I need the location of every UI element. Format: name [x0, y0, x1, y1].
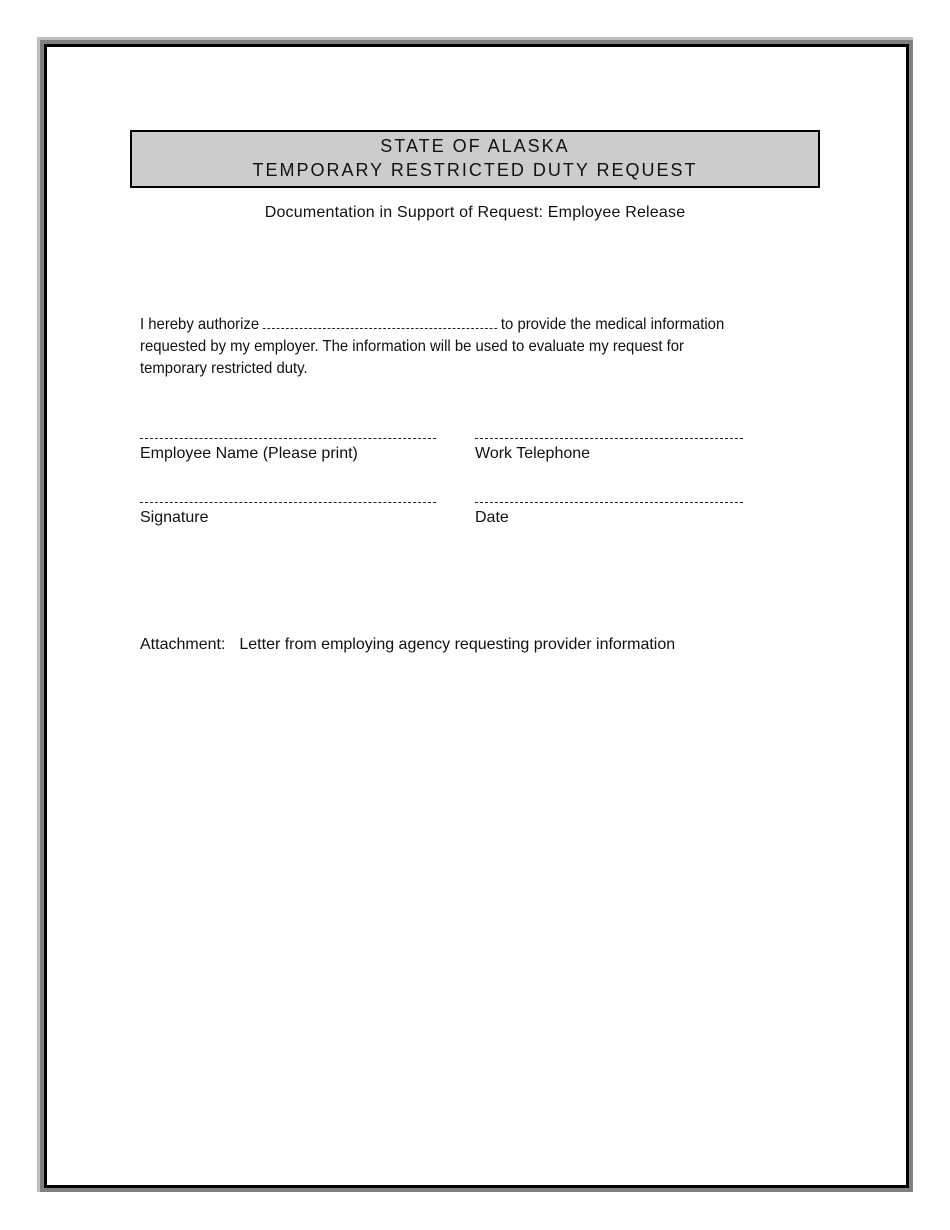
authorization-before: I hereby authorize — [140, 316, 260, 333]
authorization-paragraph — [140, 314, 754, 380]
date-field[interactable] — [475, 502, 743, 527]
signature-label: Signature — [140, 509, 209, 526]
subtitle: Documentation in Support of Request: Employee Release — [264, 204, 686, 221]
signature-line[interactable] — [140, 502, 436, 503]
authorization-after: to provide the medical information requested by my employer. The information will be used to evaluate my request for temporary restricted duty. — [140, 316, 725, 377]
date-line[interactable] — [475, 502, 743, 503]
title-line-1: STATE OF ALASKA — [380, 136, 570, 156]
work-telephone-label: Work Telephone — [475, 445, 591, 462]
attachment-text: Letter from employing agency requesting provider information — [239, 636, 676, 653]
signature-field[interactable] — [140, 502, 436, 527]
title-box — [130, 130, 820, 188]
attachment-label: Attachment: — [140, 636, 226, 653]
work-telephone-field[interactable] — [475, 438, 743, 463]
date-label: Date — [475, 509, 509, 526]
employee-name-label: Employee Name (Please print) — [140, 445, 358, 462]
employee-name-field[interactable] — [140, 438, 436, 463]
title-line-2: TEMPORARY RESTRICTED DUTY REQUEST — [252, 160, 698, 180]
work-telephone-line[interactable] — [475, 438, 743, 439]
attachment — [140, 636, 675, 654]
employee-name-line[interactable] — [140, 438, 436, 439]
provider-name-blank[interactable] — [263, 316, 497, 329]
